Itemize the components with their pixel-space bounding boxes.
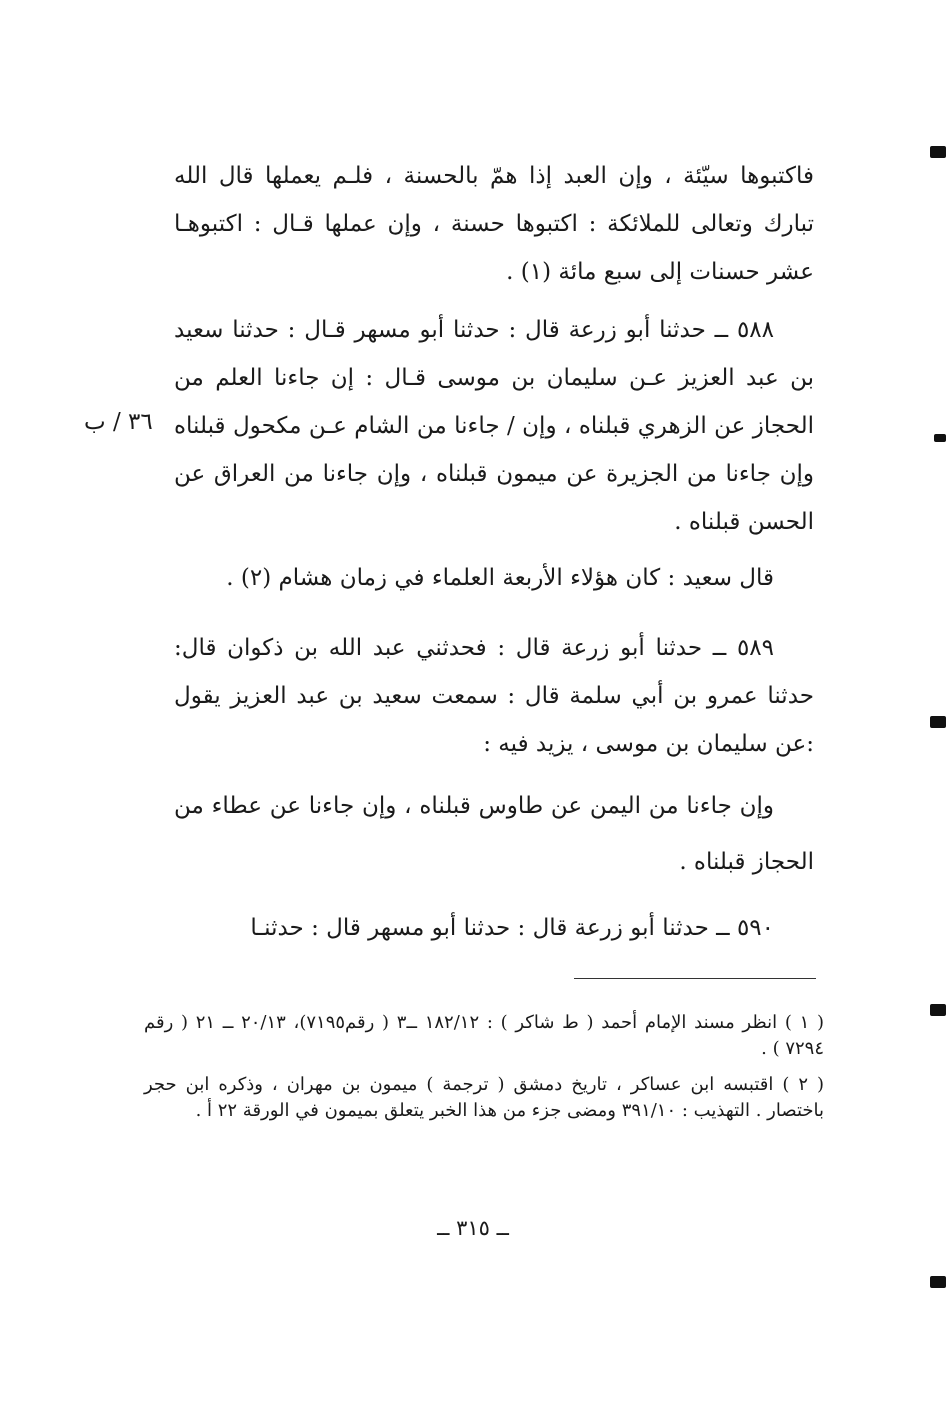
paragraph-said xyxy=(174,554,814,602)
scan-edge-mark xyxy=(934,434,946,442)
scan-edge-mark xyxy=(930,1276,946,1288)
paragraph-continuation xyxy=(174,152,814,296)
paragraph-588 xyxy=(174,306,814,546)
footnotes xyxy=(144,1010,824,1134)
paragraph-yemen xyxy=(174,778,814,890)
footnote-1: ( ١ ) انظر مسند الإمام أحمد ( ط شاكر ) : ١٨٢/١٢ ــ٣ ( رقم٧١٩٥)، ٢٠/١٣ ــ ٢١ ( رقم ٧٢٩٤ ) . xyxy=(144,1012,824,1059)
paragraph-text: قال سعيد : كان هؤلاء الأربعة العلماء في زمان هشام (٢) . xyxy=(226,565,774,591)
paragraph-589 xyxy=(174,624,814,768)
footnote-separator xyxy=(574,978,816,979)
scan-edge-mark xyxy=(930,1004,946,1016)
paragraph-text: فاكتبوها سيّئة ، وإن العبد إذا همّ بالحسنة ، فلـم يعملها قال الله تبارك وتعالى للملائكة : اكتبوها حسنة ، وإن عملها قـال : اكتبوهـا عشر حسنات إلى سبع مائة (١) . xyxy=(174,163,814,285)
scan-edge-mark xyxy=(930,716,946,728)
footnote-2: ( ٢ ) اقتبسه ابن عساكر ، تاريخ دمشق ( ترجمة ) ميمون بن مهران ، وذكره ابن حجر باختصار . التهذيب : ٣٩١/١٠ ومضى جزء من هذا الخبر يتعلق بميمون في الورقة ٢٢ أ . xyxy=(144,1074,825,1121)
folio-margin-note: ٣٦ / ب xyxy=(84,409,153,435)
paragraph-text: ٥٩٠ ــ حدثنا أبو زرعة قال : حدثنا أبو مسهر قال : حدثنـا xyxy=(250,915,774,941)
page-number: ــ ٣١٥ ــ xyxy=(437,1216,509,1240)
scan-edge-mark xyxy=(930,146,946,158)
paragraph-text: ٥٨٨ ــ حدثنا أبو زرعة قال : حدثنا أبو مسهر قـال : حدثنا سعيد بن عبد العزيز عـن سليمان بن موسى قـال : إن جاءنا العلم من الحجاز عن الزهري قبلناه ، وإن / جاءنا من الشام عـن مكحول قبلناه وإن جاءنا من الجزيرة عن ميمون قبلناه ، وإن جاءنا من العراق عن الحسن قبلناه . xyxy=(174,317,814,535)
paragraph-590 xyxy=(174,904,814,952)
paragraph-text: وإن جاءنا من اليمن عن طاوس قبلناه ، وإن جاءنا عن عطاء من الحجاز قبلناه . xyxy=(174,793,814,875)
paragraph-text: ٥٨٩ ــ حدثنا أبو زرعة قال : فحدثني عبد الله بن ذكوان قال: حدثنا عمرو بن أبي سلمة قال : سمعت سعيد بن عبد العزيز يقول :عن سليمان بن موسى ، يزيد فيه : xyxy=(174,635,814,757)
